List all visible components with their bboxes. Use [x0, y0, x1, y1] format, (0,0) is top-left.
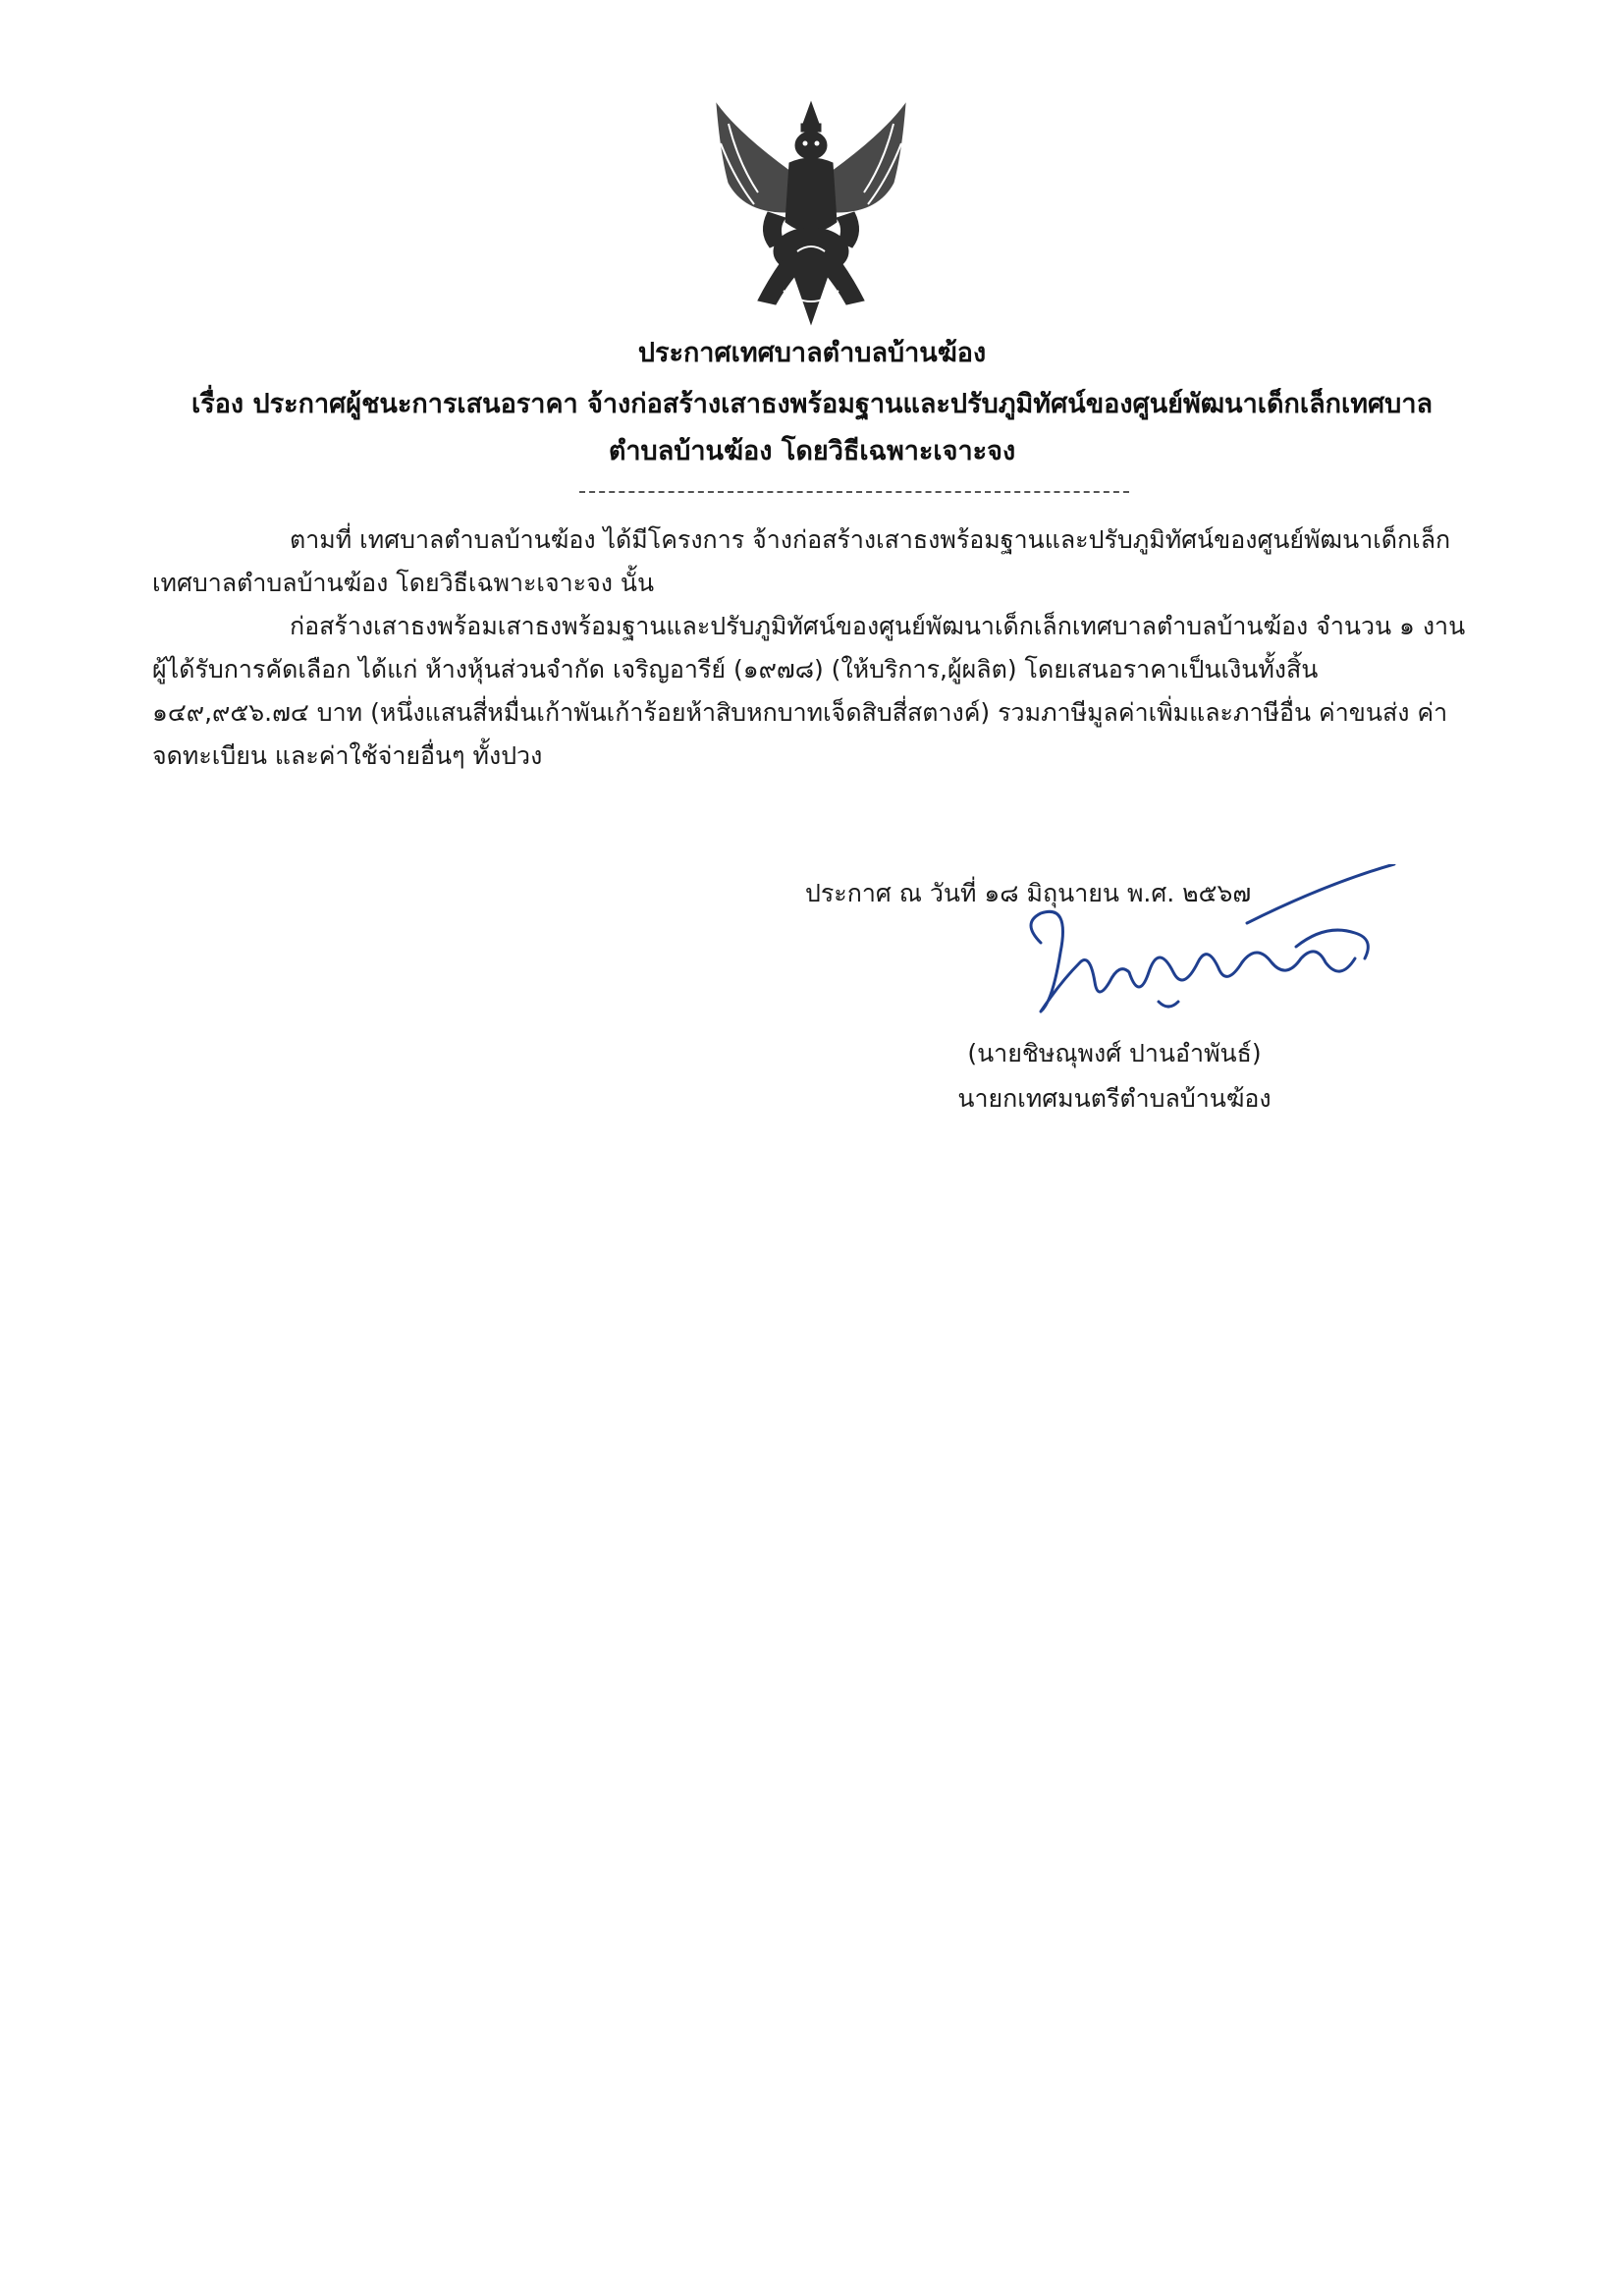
announcement-body	[152, 519, 1468, 778]
body-paragraph-intro: ตามที่ เทศบาลตำบลบ้านฆ้อง ได้มีโครงการ จ้างก่อสร้างเสาธงพร้อมฐานและปรับภูมิทัศน์ของศูนย์พัฒนาเด็กเล็กเทศบาลตำบลบ้านฆ้อง โดยวิธีเฉพาะเจาะจง นั้น	[152, 525, 1451, 597]
signer-block	[918, 1031, 1311, 1121]
announcement-subject: เรื่อง ประกาศผู้ชนะการเสนอราคา จ้างก่อสร้างเสาธงพร้อมฐานและปรับภูมิทัศน์ของศูนย์พัฒนาเด็กเล็กเทศบาล	[190, 389, 1434, 419]
dashed-divider	[579, 491, 1129, 493]
body-paragraph-winner: ก่อสร้างเสาธงพร้อมเสาธงพร้อมฐานและปรับภูมิทัศน์ของศูนย์พัฒนาเด็กเล็กเทศบาลตำบลบ้านฆ้อง จำนวน ๑ งาน ผู้ได้รับการคัดเลือก ได้แก่ ห้างหุ้นส่วนจำกัด เจริญอารีย์ (๑๙๗๘) (ให้บริการ,ผู้ผลิต) โดยเสนอราคาเป็นเงินทั้งสิ้น ๑๔๙,๙๕๖.๗๔ บาท (หนึ่งแสนสี่หมื่นเก้าพันเก้าร้อยห้าสิบหกบาทเจ็ดสิบสี่สตางค์) รวมภาษีมูลค่าเพิ่มและภาษีอื่น ค่าขนส่ง ค่าจดทะเบียน และค่าใช้จ่ายอื่นๆ ทั้งปวง	[152, 612, 1466, 770]
signer-position: นายกเทศมนตรีตำบลบ้านฆ้อง	[957, 1084, 1272, 1113]
announcement-date: ประกาศ ณ วันที่ ๑๘ มิถุนายน พ.ศ. ๒๕๖๗	[805, 879, 1252, 907]
garuda-emblem-icon	[699, 94, 923, 330]
announcement-subject-continued: ตำบลบ้านฆ้อง โดยวิธีเฉพาะเจาะจง	[608, 436, 1016, 466]
announcement-title: ประกาศเทศบาลตำบลบ้านฆ้อง	[637, 338, 987, 368]
signature-icon	[1001, 864, 1414, 1041]
signer-name: (นายชิษณุพงศ์ ปานอำพันธ์)	[967, 1039, 1262, 1067]
